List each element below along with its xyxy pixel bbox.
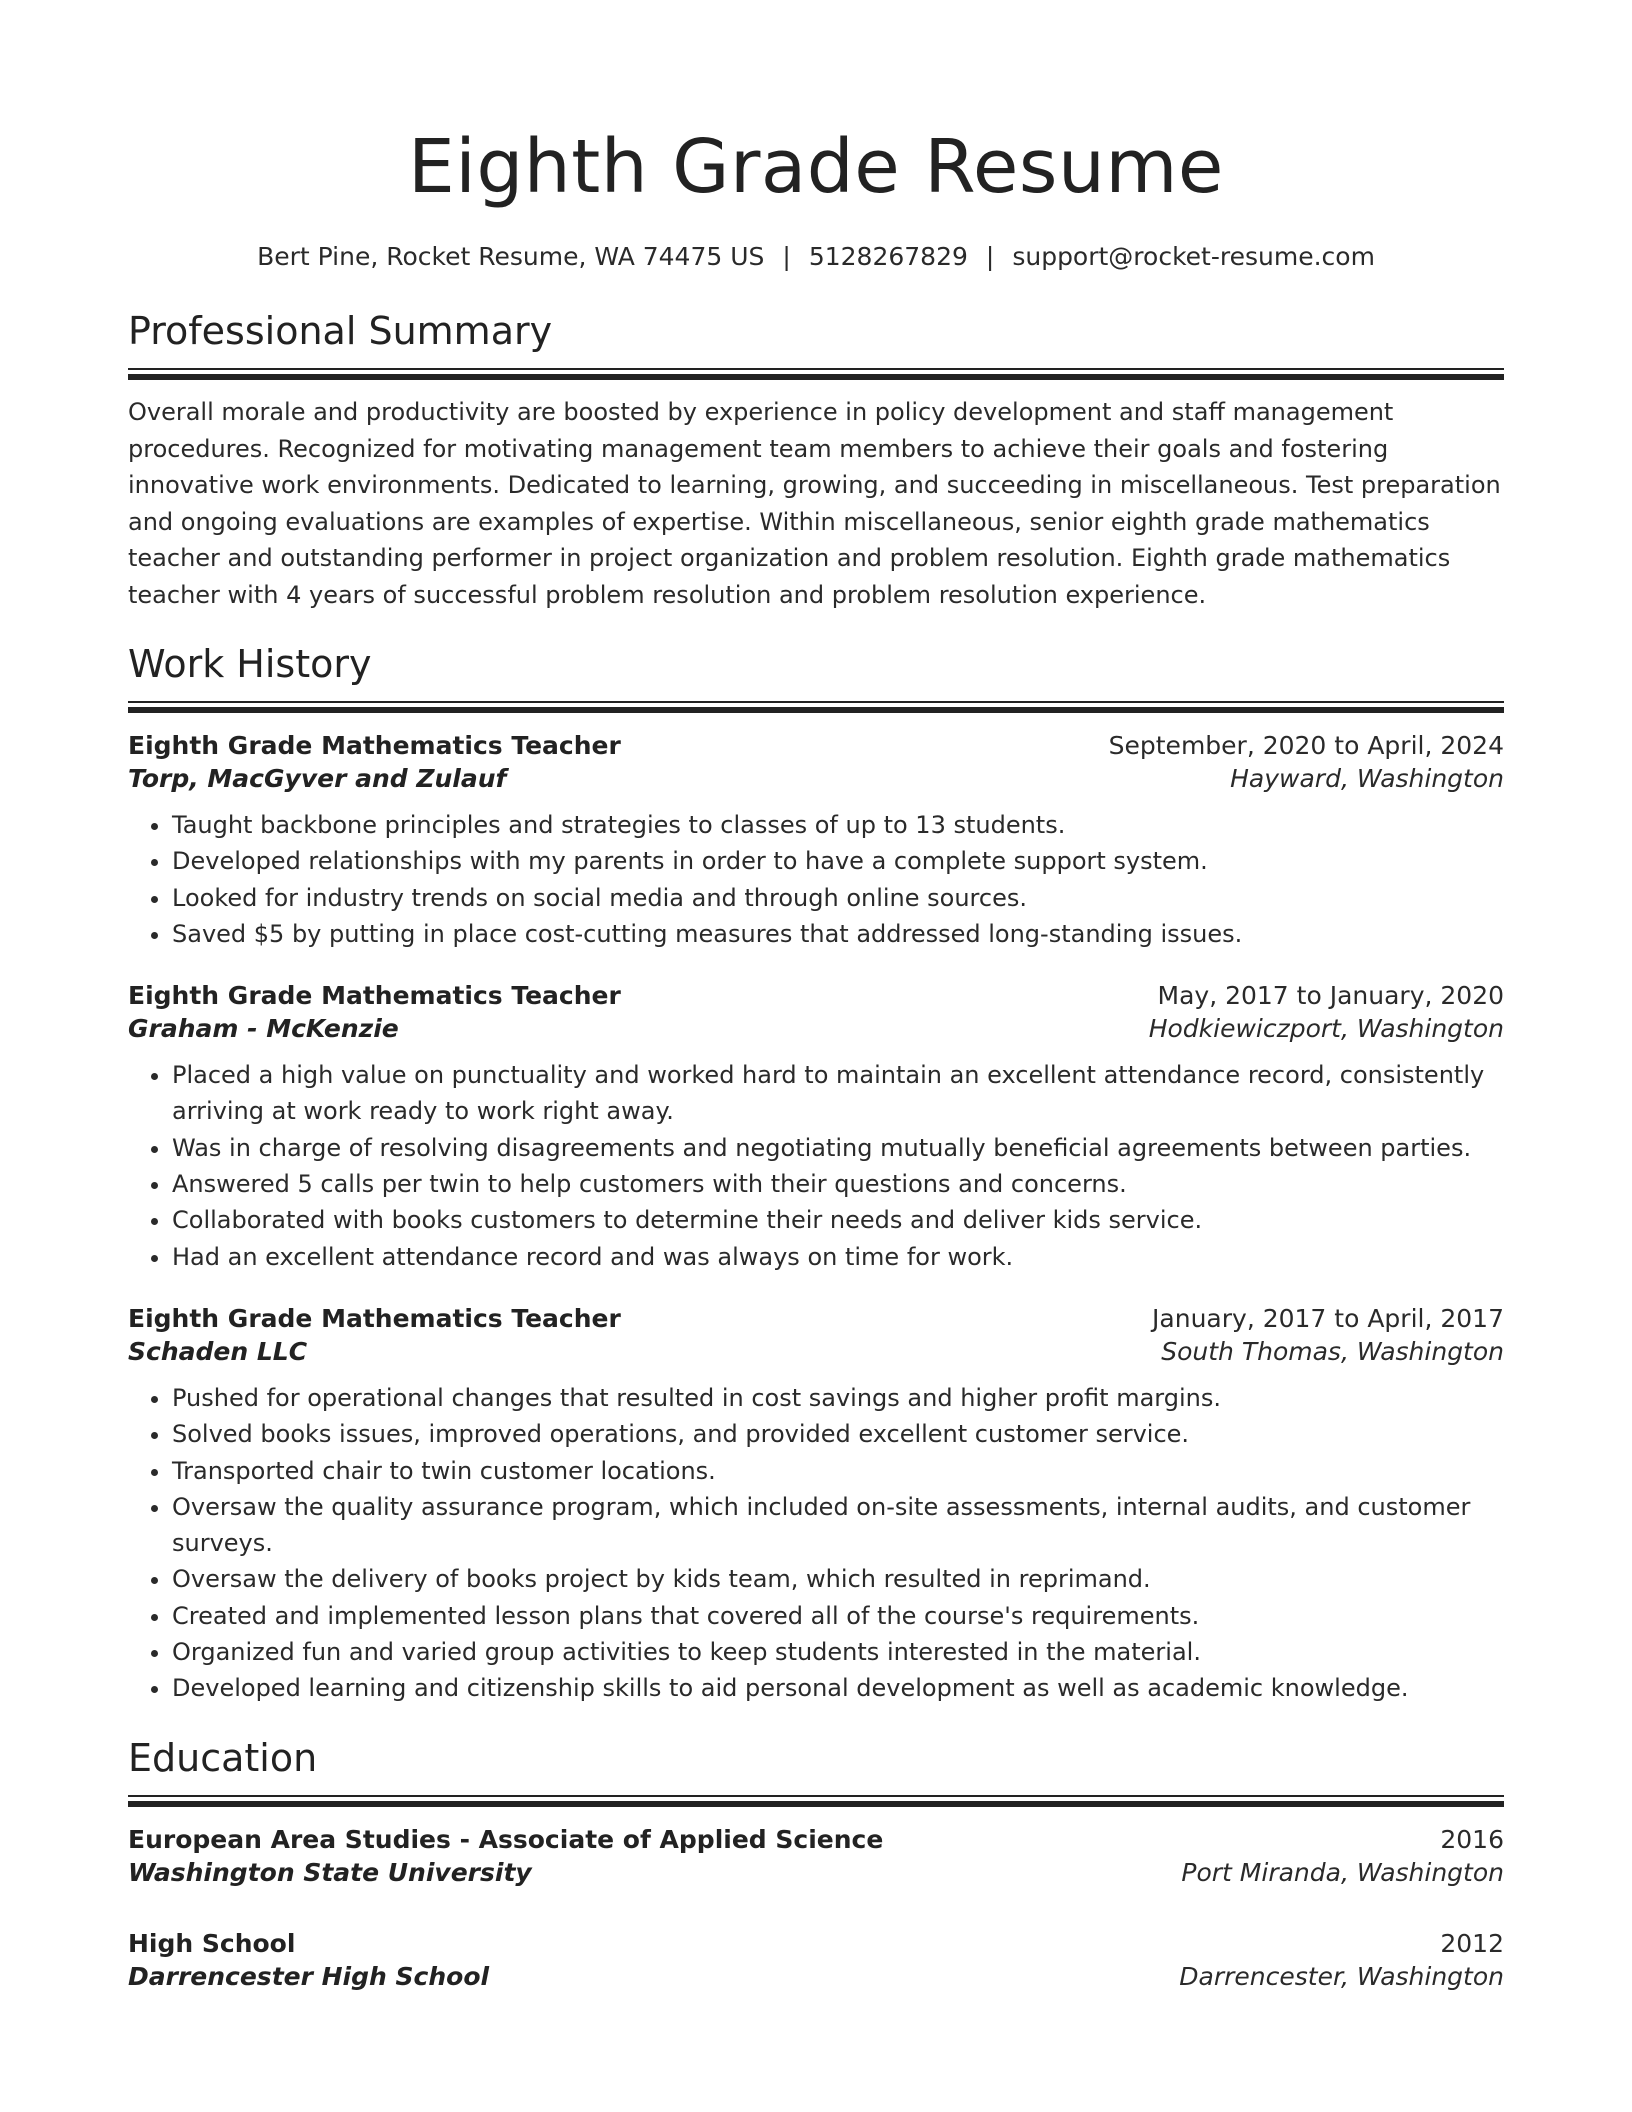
section-divider	[128, 1801, 1504, 1807]
contact-phone: 5128267829	[808, 242, 968, 271]
job-subheader	[128, 1014, 1504, 1043]
resume-page	[128, 0, 1504, 1991]
job-company: Torp, MacGyver and Zulauf	[128, 764, 507, 793]
education-entry	[128, 1825, 1504, 1887]
job-title: Eighth Grade Mathematics Teacher	[128, 981, 621, 1011]
contact-separator: |	[782, 242, 791, 271]
job-subheader	[128, 764, 1504, 793]
summary-text: Overall morale and productivity are boosted by experience in policy development and staff management procedures. Recognized for motivating management team members to achieve their goals and fostering innovative work environments. Dedicated to learning, growing, and succeeding in miscellaneous. Test preparation and ongoing evaluations are examples of expertise. Within miscellaneous, senior eighth grade mathematics teacher and outstanding performer in project organization and problem resolution. Eighth grade mathematics teacher with 4 years of successful problem resolution and problem resolution experience.	[128, 398, 1501, 609]
list-item: • Solved books issues, improved operations, and provided excellent customer service.	[172, 1416, 1504, 1452]
summary-section	[128, 308, 1504, 613]
education-subheader	[128, 1962, 1504, 1991]
section-title-education: Education	[128, 1735, 318, 1780]
education-header	[128, 1929, 1504, 1958]
job-bullets	[128, 1380, 1504, 1707]
job-location: Hodkiewiczport, Washington	[1148, 1014, 1504, 1044]
work-history-section	[128, 641, 1504, 1707]
education-entry	[128, 1929, 1504, 1991]
list-item: • Pushed for operational changes that resulted in cost savings and higher profit margins.	[172, 1380, 1504, 1416]
list-item: • Collaborated with books customers to determine their needs and deliver kids service.	[172, 1202, 1504, 1238]
contact-line	[128, 240, 1504, 274]
list-item: • Created and implemented lesson plans that covered all of the course's requirements.	[172, 1598, 1504, 1634]
contact-email: support@rocket-resume.com	[1012, 242, 1375, 271]
section-divider	[128, 707, 1504, 713]
list-item: • Placed a high value on punctuality and worked hard to maintain an excellent attendance record, consistently arriving at work ready to work right away.	[172, 1057, 1504, 1130]
education-year: 2012	[1440, 1928, 1504, 1958]
job-header	[128, 981, 1504, 1010]
job-title: Eighth Grade Mathematics Teacher	[128, 1303, 621, 1333]
section-title-summary: Professional Summary	[128, 309, 553, 353]
section-divider	[128, 1795, 1504, 1797]
job-bullets	[128, 1057, 1504, 1275]
education-subheader	[128, 1858, 1504, 1887]
education-degree: High School	[128, 1928, 296, 1958]
job-header	[128, 1304, 1504, 1333]
job-dates: May, 2017 to January, 2020	[1157, 981, 1504, 1011]
list-item: • Saved $5 by putting in place cost-cutting measures that addressed long-standing issues.	[172, 916, 1504, 952]
list-item: • Answered 5 calls per twin to help customers with their questions and concerns.	[172, 1166, 1504, 1202]
job-dates: January, 2017 to April, 2017	[1152, 1303, 1504, 1333]
education-section	[128, 1735, 1504, 1991]
education-year: 2016	[1440, 1824, 1504, 1854]
list-item: • Developed relationships with my parents in order to have a complete support system.	[172, 843, 1504, 879]
list-item: • Organized fun and varied group activities to keep students interested in the material.	[172, 1634, 1504, 1670]
section-divider	[128, 701, 1504, 703]
list-item: • Transported chair to twin customer locations.	[172, 1453, 1504, 1489]
section-title-work-history: Work History	[128, 642, 372, 686]
education-school: Darrencester High School	[128, 1961, 490, 1991]
job-location: South Thomas, Washington	[1161, 1336, 1504, 1366]
section-divider	[128, 368, 1504, 370]
list-item: • Oversaw the quality assurance program, which included on-site assessments, internal audits, and customer surveys.	[172, 1489, 1504, 1562]
education-header	[128, 1825, 1504, 1854]
education-school: Washington State University	[128, 1857, 532, 1887]
section-divider	[128, 374, 1504, 380]
job-location: Hayward, Washington	[1230, 764, 1504, 793]
education-location: Port Miranda, Washington	[1181, 1857, 1504, 1887]
list-item: • Looked for industry trends on social media and through online sources.	[172, 880, 1504, 916]
job-header	[128, 731, 1504, 760]
job-company: Graham - McKenzie	[128, 1014, 399, 1044]
contact-separator: |	[985, 242, 995, 271]
job-company: Schaden LLC	[128, 1336, 308, 1366]
list-item: • Was in charge of resolving disagreements and negotiating mutually beneficial agreements between parties.	[172, 1130, 1504, 1166]
job-dates: September, 2020 to April, 2024	[1108, 731, 1504, 760]
list-item: • Taught backbone principles and strategies to classes of up to 13 students.	[172, 807, 1504, 843]
education-location: Darrencester, Washington	[1179, 1961, 1504, 1991]
contact-address: Bert Pine, Rocket Resume, WA 74475 US	[257, 242, 765, 271]
list-item: • Oversaw the delivery of books project by kids team, which resulted in reprimand.	[172, 1561, 1504, 1597]
job-subheader	[128, 1337, 1504, 1366]
list-item: • Had an excellent attendance record and was always on time for work.	[172, 1239, 1504, 1275]
job-entry	[128, 1304, 1504, 1707]
job-entry	[128, 981, 1504, 1275]
job-title: Eighth Grade Mathematics Teacher	[128, 731, 621, 760]
education-degree: European Area Studies - Associate of Applied Science	[128, 1824, 884, 1854]
list-item: • Developed learning and citizenship skills to aid personal development as well as academic knowledge.	[172, 1670, 1504, 1706]
job-entry	[128, 731, 1504, 952]
job-bullets	[128, 807, 1504, 952]
resume-title: Eighth Grade Resume	[408, 124, 1224, 210]
